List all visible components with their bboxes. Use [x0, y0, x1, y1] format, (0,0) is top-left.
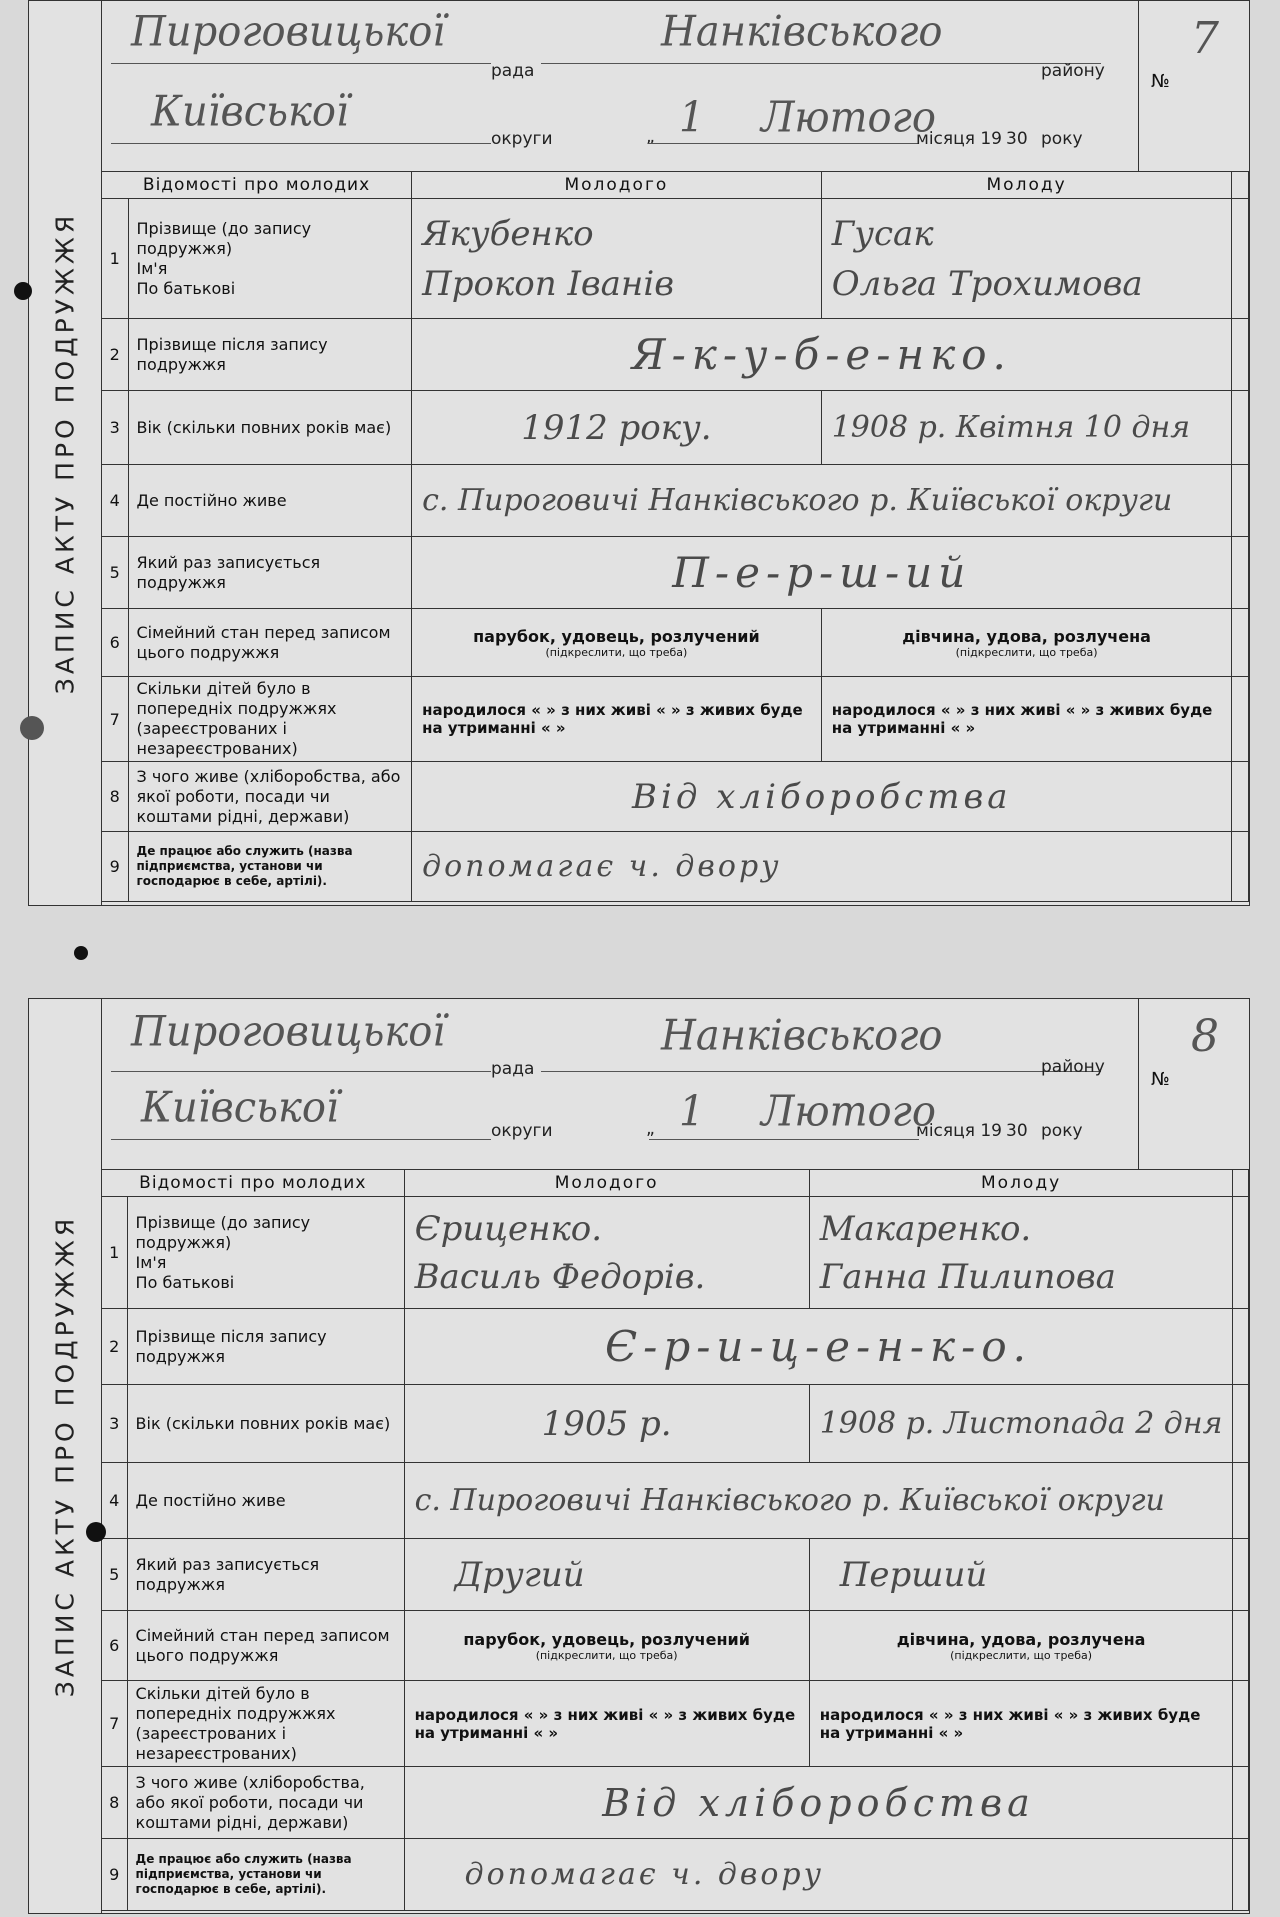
table-row: 6 Сімейний стан перед записом цього подружжя парубок, удовець, розлучений (підкреслити, що треба) дівчина, удова, розлучена (підкреслити, що треба)	[102, 609, 1249, 677]
record-number-box	[1138, 999, 1249, 1169]
joint-surname: Я-к-у-б-е-нко.	[631, 330, 1012, 379]
month-value: Лютого	[761, 1087, 936, 1137]
groom-name: Якубенко Прокоп Іванів	[422, 213, 674, 304]
column-header-info: Відомості про молодих	[102, 1170, 405, 1197]
bride-marriage-count: Перший	[839, 1554, 988, 1595]
record-number-box	[1138, 1, 1249, 171]
column-header-groom: Молодого	[412, 172, 822, 199]
residence: с. Пироговичі Нанківського р. Київської округи	[414, 1483, 1165, 1518]
table-row: 5 Який раз записується подружжя П-е-р-ш-ий	[102, 537, 1249, 609]
groom-age: 1912 року.	[521, 407, 712, 448]
residence: с. Пироговичі Нанківського р. Київської округи	[422, 483, 1173, 518]
bride-children: народилося « » з них живі « » з живих буде на утриманні « »	[821, 677, 1232, 762]
table-row: 3 Вік (скільки повних років має) 1905 р. 1908 р. Листопада 2 дня	[102, 1385, 1249, 1463]
form-header: Пироговицької рада Нанківського району Київської округи „ 1 Лютого місяця 19 30 року	[101, 999, 1249, 1169]
number-value: 7	[1191, 13, 1219, 64]
table-row: 8 З чого живе (хліборобства, або якої роботи, посади чи коштами рідні, держави) Від хліборобства	[102, 1767, 1249, 1839]
year-label: року	[1041, 129, 1083, 149]
column-header-info: Відомості про молодих	[102, 172, 412, 199]
raion-value: Нанківського	[661, 1011, 943, 1061]
table-row: 4 Де постійно живе с. Пироговичі Нанківського р. Київської округи	[102, 465, 1249, 537]
punch-hole-mark	[14, 282, 32, 300]
groom-marriage-count: Другий	[454, 1554, 585, 1595]
bride-status: дівчина, удова, розлучена	[896, 1629, 1146, 1649]
okruha-label: округи	[491, 129, 553, 149]
raion-label: району	[1041, 1057, 1105, 1077]
punch-hole-mark	[74, 946, 88, 960]
number-value: 8	[1191, 1011, 1219, 1062]
bride-status: дівчина, удова, розлучена	[902, 626, 1151, 646]
month-value: Лютого	[761, 93, 936, 143]
rada-label: рада	[491, 1059, 535, 1079]
side-title: ЗАПИС АКТУ ПРО ПОДРУЖЖЯ	[29, 999, 102, 1913]
side-title: ЗАПИС АКТУ ПРО ПОДРУЖЖЯ	[29, 1, 102, 905]
marriage-record-7	[28, 0, 1250, 906]
bride-name: Гусак Ольга Трохимова	[831, 213, 1143, 304]
table-row: 1 Прізвище (до запису подружжя) Ім'я По батькові Якубенко Прокоп Іванів Гусак Ольга Трохимова	[102, 199, 1249, 319]
workplace: допомагає ч. двору	[422, 849, 782, 884]
month-label: місяця 19	[916, 1121, 1002, 1141]
number-label: №	[1151, 71, 1170, 92]
groom-status: парубок, удовець, розлучений	[463, 1629, 750, 1649]
table-row: 1 Прізвище (до запису подружжя) Ім'я По батькові Єриценко. Василь Федорів. Макаренко. Ганна Пилипова	[102, 1197, 1249, 1309]
rada-value: Пироговицької	[131, 1007, 446, 1057]
table-row: 6 Сімейний стан перед записом цього подружжя парубок, удовець, розлучений (підкреслити, що треба) дівчина, удова, розлучена (підкреслити, що треба)	[102, 1611, 1249, 1681]
record-table	[101, 1169, 1249, 1911]
bride-age: 1908 р. Квітня 10 дня	[831, 410, 1191, 445]
table-row: 7 Скільки дітей було в попередніх подружжях (зареєстрованих і незареєстрованих) народилося « » з них живі « » з живих буде на утриманні « » народилося « » з них живі « » з живих буде на утриманні « »	[102, 677, 1249, 762]
raion-label: району	[1041, 61, 1105, 81]
bride-age: 1908 р. Листопада 2 дня	[819, 1406, 1223, 1441]
table-row: 2 Прізвище після запису подружжя Я-к-у-б-е-нко.	[102, 319, 1249, 391]
year-value: 30	[1006, 129, 1028, 149]
month-label: місяця 19	[916, 129, 1002, 149]
marriage-count: П-е-р-ш-ий	[672, 548, 972, 597]
table-row: 9 Де працює або служить (назва підприємства, установи чи господарює в себе, артілі). допомагає ч. двору	[102, 1839, 1249, 1911]
rada-value: Пироговицької	[131, 7, 446, 57]
groom-name: Єриценко. Василь Федорів.	[414, 1208, 706, 1297]
table-row: 4 Де постійно живе с. Пироговичі Нанківського р. Київської округи	[102, 1463, 1249, 1539]
bride-name: Макаренко. Ганна Пилипова	[819, 1208, 1116, 1297]
groom-age: 1905 р.	[541, 1403, 672, 1444]
day-value: 1	[679, 1087, 705, 1137]
livelihood: Від хліборобства	[602, 1780, 1035, 1825]
day-value: 1	[679, 93, 705, 143]
okruha-value: Київської	[151, 87, 349, 137]
raion-value: Нанківського	[661, 7, 943, 57]
table-row: 7 Скільки дітей було в попередніх подружжях (зареєстрованих і незареєстрованих) народилося « » з них живі « » з живих буде на утриманні « » народилося « » з них живі « » з живих буде на утриманні « »	[102, 1681, 1249, 1767]
table-row: 2 Прізвище після запису подружжя Є-р-и-ц-е-н-к-о.	[102, 1309, 1249, 1385]
number-label: №	[1151, 1069, 1170, 1090]
punch-hole-mark	[20, 716, 44, 740]
year-value: 30	[1006, 1121, 1028, 1141]
groom-children: народилося « » з них живі « » з живих буде на утриманні « »	[412, 677, 822, 762]
groom-status: парубок, удовець, розлучений	[473, 626, 760, 646]
table-row: 3 Вік (скільки повних років має) 1912 року. 1908 р. Квітня 10 дня	[102, 391, 1249, 465]
bride-children: народилося « » з них живі « » з живих буде на утриманні « »	[809, 1681, 1233, 1767]
marriage-record-8	[28, 998, 1250, 1914]
livelihood: Від хліборобства	[632, 776, 1012, 817]
joint-surname: Є-р-и-ц-е-н-к-о.	[605, 1322, 1032, 1371]
okruha-label: округи	[491, 1121, 553, 1141]
column-header-bride: Молоду	[809, 1170, 1233, 1197]
workplace: допомагає ч. двору	[464, 1857, 825, 1892]
punch-hole-mark	[86, 1522, 106, 1542]
column-header-bride: Молоду	[821, 172, 1232, 199]
groom-children: народилося « » з них живі « » з живих буде на утриманні « »	[404, 1681, 809, 1767]
okruha-value: Київської	[141, 1083, 339, 1133]
table-row: 9 Де працює або служить (назва підприємства, установи чи господарює в себе, артілі). допомагає ч. двору	[102, 832, 1249, 902]
table-row: 8 З чого живе (хліборобства, або якої роботи, посади чи коштами рідні, держави) Від хліборобства	[102, 762, 1249, 832]
form-header: Пироговицької рада Нанківського району Київської округи „ 1 Лютого місяця 19 30 року	[101, 1, 1249, 171]
column-header-groom: Молодого	[404, 1170, 809, 1197]
rada-label: рада	[491, 61, 535, 81]
table-row: 5 Який раз записується подружжя Другий Перший	[102, 1539, 1249, 1611]
year-label: року	[1041, 1121, 1083, 1141]
record-table	[101, 171, 1249, 902]
